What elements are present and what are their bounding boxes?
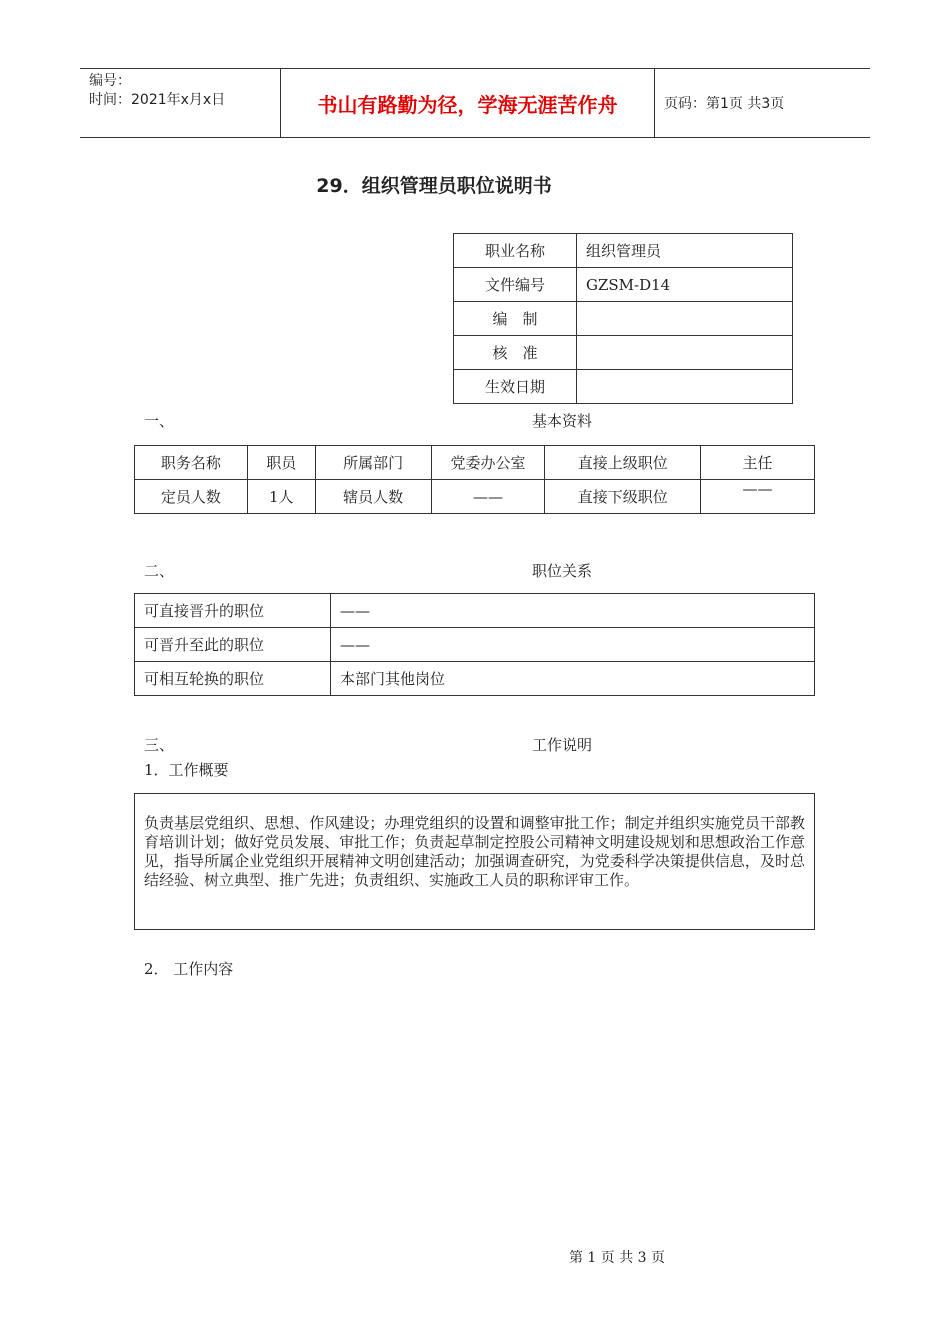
document-header bbox=[80, 68, 870, 138]
table-cell: —— bbox=[431, 480, 545, 514]
table-cell: 党委办公室 bbox=[431, 446, 545, 480]
table-cell: 主任 bbox=[701, 446, 815, 480]
meta-value: 组织管理员 bbox=[577, 234, 793, 268]
table-row bbox=[454, 268, 793, 302]
relation-value: 本部门其他岗位 bbox=[331, 662, 815, 696]
position-relations-table bbox=[134, 593, 815, 696]
meta-label: 核 准 bbox=[454, 336, 577, 370]
subsection-heading: 1．工作概要 bbox=[144, 761, 229, 779]
footer-page-number: 第 1 页 共 3 页 bbox=[568, 1250, 666, 1266]
table-cell: 1人 bbox=[247, 480, 315, 514]
meta-value bbox=[577, 370, 793, 404]
table-row bbox=[135, 480, 815, 514]
table-cell: 职务名称 bbox=[135, 446, 248, 480]
document-time: 时间：2021年x月x日 bbox=[89, 92, 226, 108]
relation-label: 可晋升至此的职位 bbox=[135, 628, 331, 662]
meta-label: 生效日期 bbox=[454, 370, 577, 404]
page-title: 29．组织管理员职位说明书 bbox=[316, 175, 552, 197]
section-number: 三、 bbox=[144, 736, 175, 754]
meta-value: GZSM-D14 bbox=[577, 268, 793, 302]
relation-label: 可直接晋升的职位 bbox=[135, 594, 331, 628]
table-row bbox=[135, 594, 815, 628]
section-number: 二、 bbox=[144, 562, 175, 580]
section-title: 基本资料 bbox=[532, 412, 593, 430]
table-row bbox=[135, 446, 815, 480]
header-info-cell bbox=[80, 69, 281, 137]
table-cell: —— bbox=[701, 480, 815, 514]
subsection-heading: 2． 工作内容 bbox=[144, 960, 234, 978]
table-row bbox=[135, 628, 815, 662]
header-page-info: 页码：第1页 共3页 bbox=[664, 96, 785, 112]
page-footer bbox=[0, 1247, 950, 1267]
meta-value bbox=[577, 302, 793, 336]
job-summary-box: 负责基层党组织、思想、作风建设；办理党组织的设置和调整审批工作；制定并组织实施党员干部教育培训计划；做好党员发展、审批工作；负责起草制定控股公司精神文明建设规划和思想政治工作意见，指导所属企业党组织开展精神文明创建活动；加强调查研究，为党委科学决策提供信息，及时总结经验、树立典型、推广先进；负责组织、实施政工人员的职称评审工作。 bbox=[134, 793, 815, 930]
basic-info-table bbox=[134, 445, 815, 514]
table-cell: 定员人数 bbox=[135, 480, 248, 514]
meta-label: 编 制 bbox=[454, 302, 577, 336]
meta-value bbox=[577, 336, 793, 370]
section-title: 职位关系 bbox=[532, 562, 593, 580]
document-number-label: 编号： bbox=[89, 73, 131, 89]
table-cell: 职员 bbox=[247, 446, 315, 480]
section-number: 一、 bbox=[144, 412, 175, 430]
table-cell: 直接下级职位 bbox=[545, 480, 701, 514]
relation-value: —— bbox=[331, 594, 815, 628]
table-row bbox=[454, 302, 793, 336]
document-meta-table bbox=[453, 233, 793, 404]
header-motto: 书山有路勤为径，学海无涯苦作舟 bbox=[281, 69, 655, 137]
table-row bbox=[454, 234, 793, 268]
table-cell: 所属部门 bbox=[315, 446, 431, 480]
table-row bbox=[454, 336, 793, 370]
relation-value: —— bbox=[331, 628, 815, 662]
meta-label: 职业名称 bbox=[454, 234, 577, 268]
section-title: 工作说明 bbox=[532, 736, 593, 754]
table-cell: 辖员人数 bbox=[315, 480, 431, 514]
table-row bbox=[454, 370, 793, 404]
table-cell: 直接上级职位 bbox=[545, 446, 701, 480]
relation-label: 可相互轮换的职位 bbox=[135, 662, 331, 696]
table-row bbox=[135, 662, 815, 696]
meta-label: 文件编号 bbox=[454, 268, 577, 302]
